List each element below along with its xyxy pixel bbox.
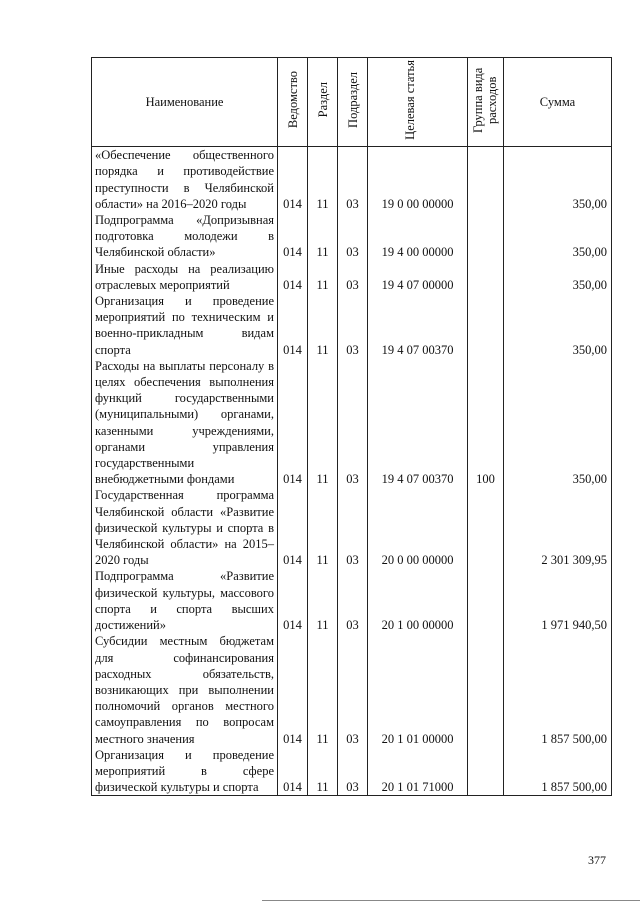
row-gruppa [468, 568, 504, 633]
row-vedomstvo: 014 [278, 212, 308, 261]
table-row [92, 358, 612, 488]
row-celevaya: 20 1 00 00000 [368, 568, 468, 633]
page-number: 377 [588, 853, 606, 867]
row-gruppa [468, 633, 504, 746]
row-razdel: 11 [308, 261, 338, 293]
header-celevaya: Целевая статья [368, 58, 468, 147]
row-gruppa: 100 [468, 358, 504, 488]
row-podrazdel: 03 [338, 487, 368, 568]
row-podrazdel: 03 [338, 212, 368, 261]
row-celevaya: 20 1 01 71000 [368, 747, 468, 796]
row-name: Организация и проведение мероприятий в сфере физической культуры и спорта [92, 747, 278, 796]
row-gruppa [468, 212, 504, 261]
row-podrazdel: 03 [338, 293, 368, 358]
row-vedomstvo: 014 [278, 633, 308, 746]
row-podrazdel: 03 [338, 147, 368, 212]
row-summa: 350,00 [504, 212, 612, 261]
table-row [92, 261, 612, 293]
table-row [92, 293, 612, 358]
row-name: «Обеспечение общественного порядка и противодействие преступности в Челябинской области» на 2016–2020 годы [92, 147, 278, 212]
row-celevaya: 19 0 00 00000 [368, 147, 468, 212]
row-summa: 1 857 500,00 [504, 747, 612, 796]
header-row [92, 58, 612, 147]
row-gruppa [468, 293, 504, 358]
row-name: Иные расходы на реализацию отраслевых мероприятий [92, 261, 278, 293]
row-summa: 2 301 309,95 [504, 487, 612, 568]
bottom-rule [262, 900, 640, 901]
row-razdel: 11 [308, 747, 338, 796]
row-gruppa [468, 147, 504, 212]
table-row [92, 212, 612, 261]
row-vedomstvo: 014 [278, 487, 308, 568]
row-gruppa [468, 487, 504, 568]
header-name: Наименование [92, 58, 278, 147]
row-gruppa [468, 747, 504, 796]
budget-table [91, 57, 612, 796]
row-summa: 1 857 500,00 [504, 633, 612, 746]
table-row [92, 147, 612, 212]
row-celevaya: 19 4 00 00000 [368, 212, 468, 261]
row-celevaya: 19 4 07 00000 [368, 261, 468, 293]
table-row [92, 747, 612, 796]
header-podrazdel: Подраздел [338, 58, 368, 147]
row-summa: 350,00 [504, 261, 612, 293]
header-gruppa: Группа вида расходов [468, 58, 504, 147]
row-vedomstvo: 014 [278, 568, 308, 633]
row-razdel: 11 [308, 487, 338, 568]
header-summa: Сумма [504, 58, 612, 147]
row-vedomstvo: 014 [278, 747, 308, 796]
header-razdel: Раздел [308, 58, 338, 147]
row-razdel: 11 [308, 633, 338, 746]
row-summa: 350,00 [504, 293, 612, 358]
row-name: Подпрограмма «Развитие физической культуры, массового спорта и спорта высших достижений» [92, 568, 278, 633]
row-vedomstvo: 014 [278, 147, 308, 212]
row-summa: 350,00 [504, 358, 612, 488]
row-razdel: 11 [308, 293, 338, 358]
row-summa: 1 971 940,50 [504, 568, 612, 633]
row-name: Субсидии местным бюджетам для софинансирования расходных обязательств, возникающих при выполнении полномочий органов местного самоуправления по вопросам местного значения [92, 633, 278, 746]
row-podrazdel: 03 [338, 568, 368, 633]
row-celevaya: 19 4 07 00370 [368, 358, 468, 488]
row-celevaya: 20 0 00 00000 [368, 487, 468, 568]
row-vedomstvo: 014 [278, 293, 308, 358]
row-name: Расходы на выплаты персоналу в целях обеспечения выполнения функций государственными (муниципальными) органами, казенными учреждениями, органами управления государственными внебюджетными фондами [92, 358, 278, 488]
row-name: Подпрограмма «Допризывная подготовка молодежи в Челябинской области» [92, 212, 278, 261]
row-razdel: 11 [308, 212, 338, 261]
row-name: Государственная программа Челябинской области «Развитие физической культуры и спорта в Челябинской области» на 2015–2020 годы [92, 487, 278, 568]
table-row [92, 633, 612, 746]
table-row [92, 487, 612, 568]
row-podrazdel: 03 [338, 747, 368, 796]
row-podrazdel: 03 [338, 633, 368, 746]
row-podrazdel: 03 [338, 358, 368, 488]
row-razdel: 11 [308, 147, 338, 212]
row-podrazdel: 03 [338, 261, 368, 293]
row-gruppa [468, 261, 504, 293]
header-vedomstvo: Ведомство [278, 58, 308, 147]
row-razdel: 11 [308, 358, 338, 488]
row-vedomstvo: 014 [278, 261, 308, 293]
row-razdel: 11 [308, 568, 338, 633]
row-celevaya: 19 4 07 00370 [368, 293, 468, 358]
row-summa: 350,00 [504, 147, 612, 212]
row-name: Организация и проведение мероприятий по техническим и военно-прикладным видам спорта [92, 293, 278, 358]
row-celevaya: 20 1 01 00000 [368, 633, 468, 746]
table-row [92, 568, 612, 633]
row-vedomstvo: 014 [278, 358, 308, 488]
